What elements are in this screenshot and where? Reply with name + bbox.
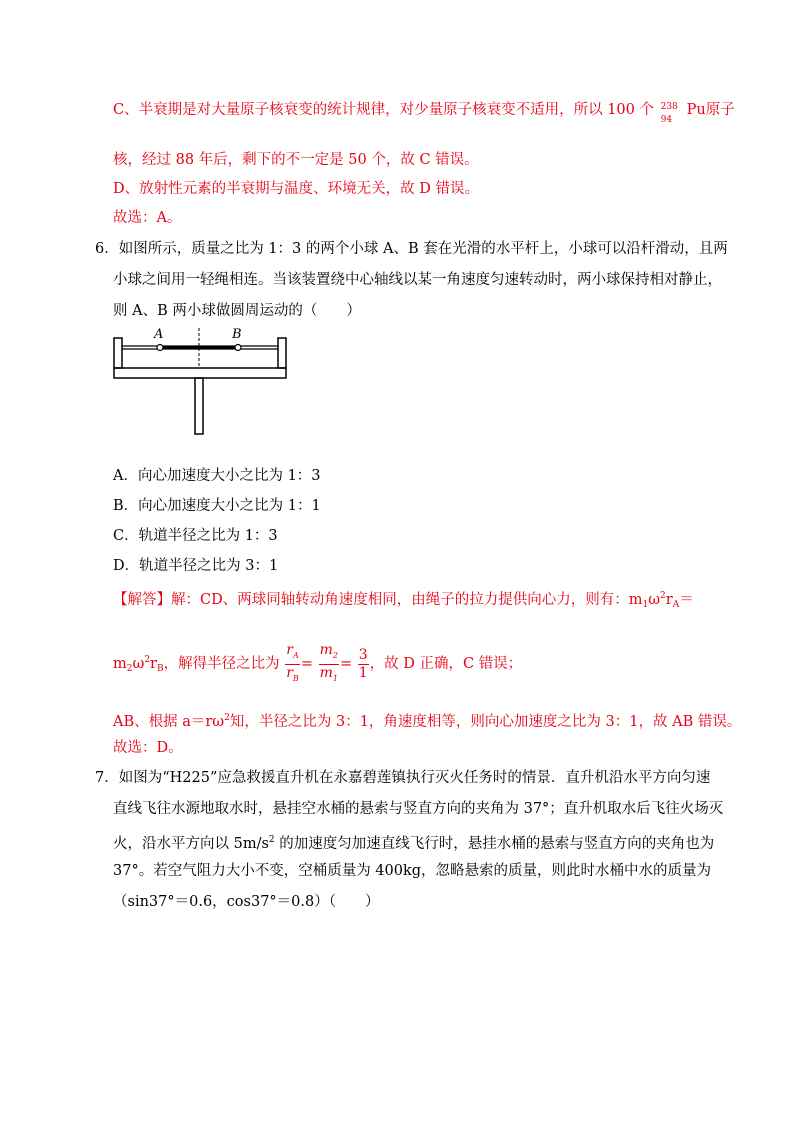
analysis-c-line1 [113,100,735,125]
text: ，解得半径之比为 [163,656,280,672]
q6-stem-line1: 6．如图所示，质量之比为 1：3 的两个小球 A、B 套在光滑的水平杆上，小球可以沿杆滑动，且两 [95,241,728,257]
q6-figure-rotating-rod [110,322,295,437]
numerator: 3 [358,646,368,663]
text: C、半衰期是对大量原子核衰变的统计规律，对少量原子核衰变不适用，所以 100 个 [113,102,654,118]
q7-stem-line2: 直线飞往水源地取水时，悬挂空水桶的悬索与竖直方向的夹角为 37°；直升机取水后飞往火场灭 [113,801,724,817]
right-post [278,338,286,368]
mass-number: 238 [660,102,678,112]
numerator: m [319,641,333,658]
equals: = [300,656,313,672]
superscript: 2 [224,713,230,723]
text: 解：CD、两球同轴转动角速度相同，由绳子的拉力提供向心力，则有：m [171,592,643,608]
subscript: A [292,650,299,660]
q6-option-c: C．轨道半径之比为 1：3 [113,528,278,544]
subscript: 1 [642,600,649,610]
q6-stem-line2: 小球之间用一轻绳相连。当该装置绕中心轴线以某一角速度匀速转动时，两小球保持相对静止， [113,272,722,288]
left-post [114,338,122,368]
subscript: B [292,673,299,683]
superscript: 2 [144,655,151,665]
q6-solution-line1 [113,586,694,615]
q7-stem-line5: （sin37°＝0.6，cos37°＝0.8）（ ） [113,894,380,910]
q6-stem-line3: 则 A、B 两小球做圆周运动的（ ） [113,303,361,319]
solution-tag: 【解答】 [113,592,171,608]
numerator: r [286,641,293,658]
subscript: A [672,600,680,610]
q6-option-a: A．向心加速度大小之比为 1：3 [113,468,321,484]
r: r [150,656,157,672]
q7-stem-line1: 7．如图为“H225”应急救援直升机在永嘉碧莲镇执行灭火任务时的情景．直升机沿水平方向匀速 [95,770,711,786]
text: 的加速度匀加速直线飞行时，悬挂水桶的悬索与竖直方向的夹角也为 [274,836,715,852]
label-b: B [232,327,242,342]
m: m [113,656,127,672]
subscript: 2 [126,664,133,674]
nuclide-pu [659,100,679,125]
superscript: 2 [268,835,275,845]
subscript: B [156,664,164,674]
q7-stem-line3 [113,830,714,854]
text: ，故 D 正确，C 错误； [369,656,523,672]
q7-stem-line4: 37°。若空气阻力大小不变，空桶质量为 400kg，忽略悬索的质量，则此时水桶中水的质量为 [113,863,712,879]
denominator: m [319,664,333,681]
text: 火，沿水平方向以 5m/s [113,836,269,852]
answer-q5: 故选：A。 [113,210,182,226]
subscript: 2 [332,650,338,660]
subscript: 1 [332,673,338,683]
fraction-ra-rb [285,642,300,687]
q6-option-b: B．向心加速度大小之比为 1：1 [113,498,321,514]
analysis-d-line: D、放射性元素的半衰期与温度、环境无关，故 D 错误。 [113,181,479,197]
superscript: 2 [660,591,666,601]
text: 知，半径之比为 3：1，角速度相等，则向心加速度之比为 3：1，故 AB 错误。 [229,714,742,730]
answer-q6: 故选：D。 [113,740,183,756]
q6-solution-ab [113,708,741,732]
ball-b [235,345,241,351]
fraction-3-1 [358,647,369,682]
ball-a [157,345,163,351]
omega: ω [648,592,661,608]
text: AB、根据 a＝rω [113,714,225,730]
nuclide-symbol: Pu [686,102,706,118]
denominator: r [286,664,293,681]
label-a: A [154,327,164,342]
denominator: 1 [358,664,368,681]
atomic-number: 94 [660,115,673,125]
vertical-shaft [195,378,203,434]
fraction-m2-m1 [319,642,339,687]
text: 原子 [705,102,735,118]
q6-solution-line2 [113,640,522,689]
equals: ＝ [679,592,694,608]
r: r [665,592,673,608]
equals: = [339,656,353,672]
analysis-c-line2: 核，经过 88 年后，剩下的不一定是 50 个，故 C 错误。 [113,152,479,168]
omega: ω [132,656,145,672]
q6-option-d: D．轨道半径之比为 3：1 [113,558,279,574]
base-bar [114,368,286,378]
